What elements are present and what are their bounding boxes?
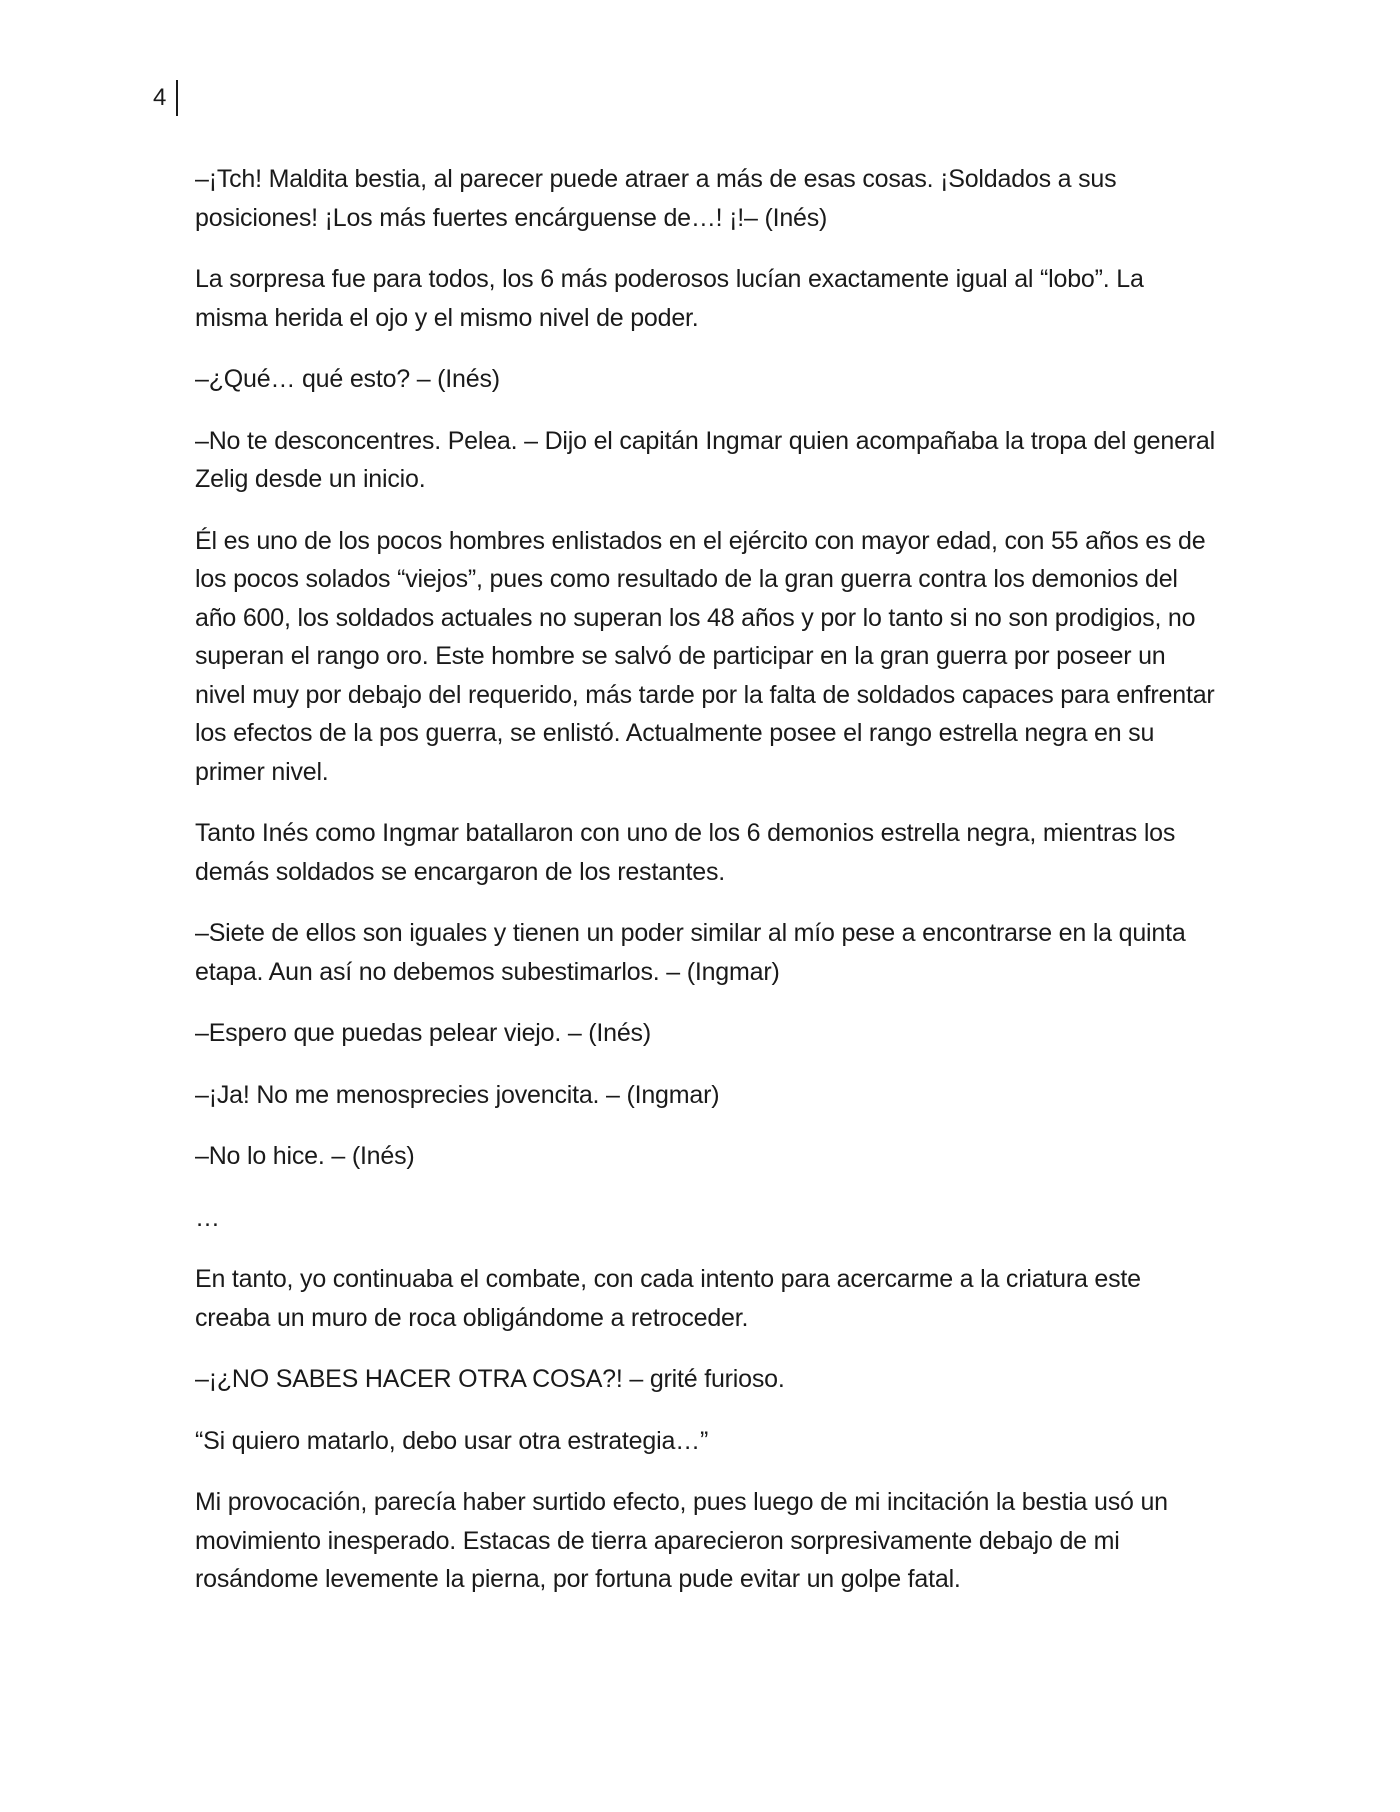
- paragraph: –¡¿NO SABES HACER OTRA COSA?! – grité furioso.: [195, 1365, 785, 1393]
- paragraph: –¡Ja! No me menosprecies jovencita. – (Ingmar): [195, 1080, 720, 1109]
- paragraph: –Espero que puedas pelear viejo. – (Inés): [195, 1019, 651, 1047]
- paragraph: –Siete de ellos son iguales y tienen un poder similar al mío pese a encontrarse en la quinta etapa. Aun así no debemos subestimarlos. – (Ingmar): [195, 919, 1186, 986]
- header-divider: [176, 80, 178, 116]
- paragraph: Mi provocación, parecía haber surtido efecto, pues luego de mi incitación la bestia usó un movimiento inesperado. Estacas de tierra aparecieron sorpresivamente debajo de mi rosándome levemente la pierna, por fortuna pude evitar un golpe fatal.: [195, 1488, 1168, 1593]
- paragraph: En tanto, yo continuaba el combate, con cada intento para acercarme a la criatura este creaba un muro de roca obligándome a retroceder.: [195, 1265, 1141, 1332]
- paragraph: –No lo hice. – (Inés): [195, 1142, 415, 1170]
- paragraph: Él es uno de los pocos hombres enlistados en el ejército con mayor edad, con 55 años es de los pocos solados “viejos”, pues como resultado de la gran guerra contra los demonios del año 600, los soldados actuales no superan los 48 años y por lo tanto si no son prodigios, no superan el rango oro. Este hombre se salvó de participar en la gran guerra por poseer un nivel muy por debajo del requerido, más tarde por la falta de soldados capaces para enfrentar los efectos de la pos guerra, se enlistó. Actualmente posee el rango estrella negra en su primer nivel.: [195, 526, 1215, 786]
- page-header: [153, 80, 178, 116]
- paragraph: La sorpresa fue para todos, los 6 más poderosos lucían exactamente igual al “lobo”. La misma herida el ojo y el mismo nivel de poder.: [195, 265, 1144, 332]
- paragraph: –¡Tch! Maldita bestia, al parecer puede atraer a más de esas cosas. ¡Soldados a sus posiciones! ¡Los más fuertes encárguense de…! ¡!– (Inés): [195, 165, 1117, 232]
- page-body: [195, 160, 1215, 1622]
- paragraph: –¿Qué… qué esto? – (Inés): [195, 365, 500, 393]
- paragraph: Tanto Inés como Ingmar batallaron con uno de los 6 demonios estrella negra, mientras los demás soldados se encargaron de los restantes.: [195, 819, 1176, 886]
- scene-break: …: [195, 1203, 220, 1232]
- page-number: 4: [153, 84, 167, 111]
- paragraph: –No te desconcentres. Pelea. – Dijo el capitán Ingmar quien acompañaba la tropa del general Zelig desde un inicio.: [195, 426, 1215, 493]
- paragraph: “Si quiero matarlo, debo usar otra estrategia…”: [195, 1426, 709, 1455]
